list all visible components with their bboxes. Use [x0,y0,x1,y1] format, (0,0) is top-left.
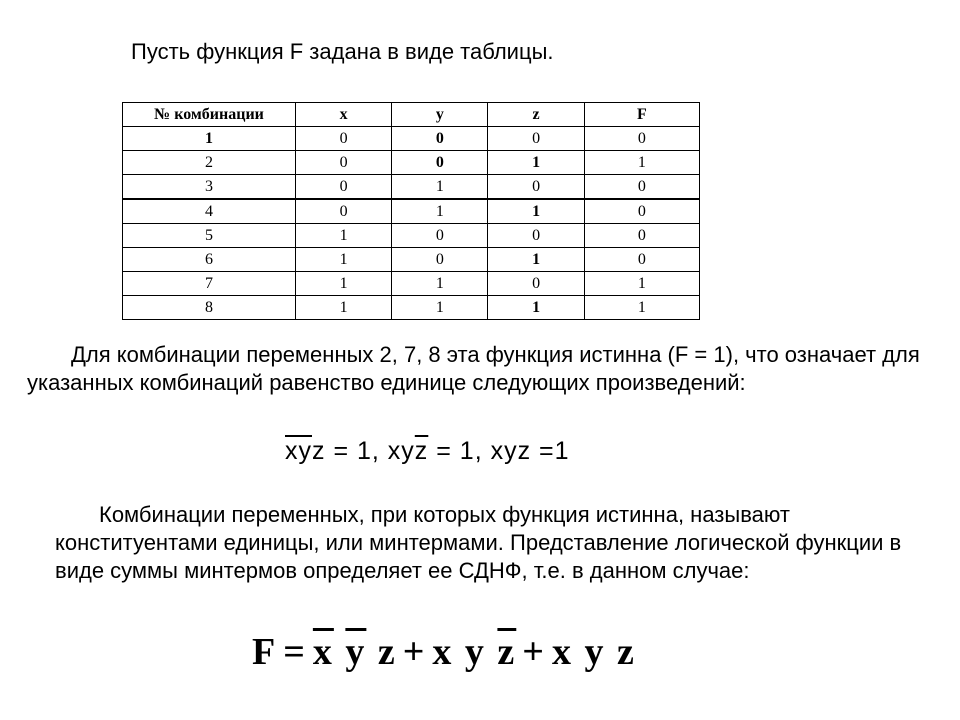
paragraph-text: Комбинации переменных, при которых функция истинна, называют конституентами единицы, или минтермами. Представление логической функции в виде суммы минтермов определяет ее СДНФ, т.е. в данном случае: [55,502,902,583]
table-cell: 1 [488,199,584,224]
table-cell: 1 [296,248,392,272]
column-header-z: z [488,103,584,127]
formula-term: xy [387,437,415,465]
table-cell: 1 [296,296,392,320]
table-cell: 1 [488,151,584,175]
table-cell: 1 [488,248,584,272]
table-cell: 1 [584,296,699,320]
column-header-x: x [296,103,392,127]
truth-table [122,102,700,320]
table-cell: 0 [392,224,488,248]
table-cell: 1 [296,272,392,296]
table-cell: 5 [123,224,296,248]
formula-term: y [464,631,486,673]
table-cell: 0 [392,151,488,175]
formula-plus: + [522,631,546,673]
table-cell: 1 [584,272,699,296]
table-cell: 1 [392,175,488,200]
sdnf-formula [252,630,636,674]
table-cell: 0 [488,224,584,248]
page-title: Пусть функция F задана в виде таблицы. [131,39,554,64]
table-cell: 1 [123,127,296,151]
formula-equals: = 1, [325,437,388,465]
table-cell: 0 [296,151,392,175]
table-cell: 0 [584,248,699,272]
formula-term: $\overline{y}$ [345,631,367,673]
formula-plus: + [402,631,427,673]
formula-lhs: F [252,631,278,673]
table-cell: 6 [123,248,296,272]
table-cell: 1 [488,296,584,320]
table-row [123,151,700,175]
table-cell: 0 [296,199,392,224]
table-cell: 8 [123,296,296,320]
formula-term: $\overline{z}$ [497,631,517,673]
formula-term: z [377,631,397,673]
formula-equals: =1 [531,437,570,465]
table-row [123,127,700,151]
table-cell: 7 [123,272,296,296]
formula-equals: = 1, [428,437,491,465]
column-header-f: F [584,103,699,127]
table-cell: 0 [392,127,488,151]
column-header-combination: № комбинации [123,103,296,127]
formula-term: $\overline{x}$ [312,631,334,673]
formula-term: x [551,631,573,673]
table-header-row [123,103,700,127]
table-row [123,224,700,248]
formula-term: $\overline{x}$ [285,437,299,465]
table-row [123,175,700,200]
column-header-y: y [392,103,488,127]
formula-term: $\overline{y}$ [298,437,312,465]
table-cell: 1 [392,296,488,320]
table-cell: 0 [296,175,392,200]
table-row [123,272,700,296]
table-row [123,296,700,320]
table-cell: 3 [123,175,296,200]
table-cell: 0 [584,175,699,200]
table-cell: 2 [123,151,296,175]
formula-term: $\overline{z}$ [414,437,429,465]
table-cell: 0 [488,127,584,151]
paragraph-text: Для комбинации переменных 2, 7, 8 эта функция истинна (F = 1), что означает для указанных комбинаций равенство единице следующих произведений: [27,342,920,395]
table-cell: 0 [584,199,699,224]
table-cell: 0 [584,224,699,248]
table-row [123,199,700,224]
formula-equals: = [283,631,307,673]
table-row [123,248,700,272]
table-cell: 0 [584,127,699,151]
formula-term: y [584,631,606,673]
table-cell: 4 [123,199,296,224]
table-cell: 0 [488,175,584,200]
formula-term: xyz [490,437,532,465]
table-cell: 1 [296,224,392,248]
definition-paragraph [55,501,935,585]
table-cell: 1 [584,151,699,175]
table-cell: 1 [392,272,488,296]
table-cell: 0 [296,127,392,151]
formula-term: x [432,631,454,673]
formula-term: z [312,437,326,465]
formula-term: z [616,631,636,673]
explanation-paragraph [27,341,927,397]
minterm-equalities [285,437,570,466]
table-cell: 0 [392,248,488,272]
table-cell: 0 [488,272,584,296]
table-cell: 1 [392,199,488,224]
